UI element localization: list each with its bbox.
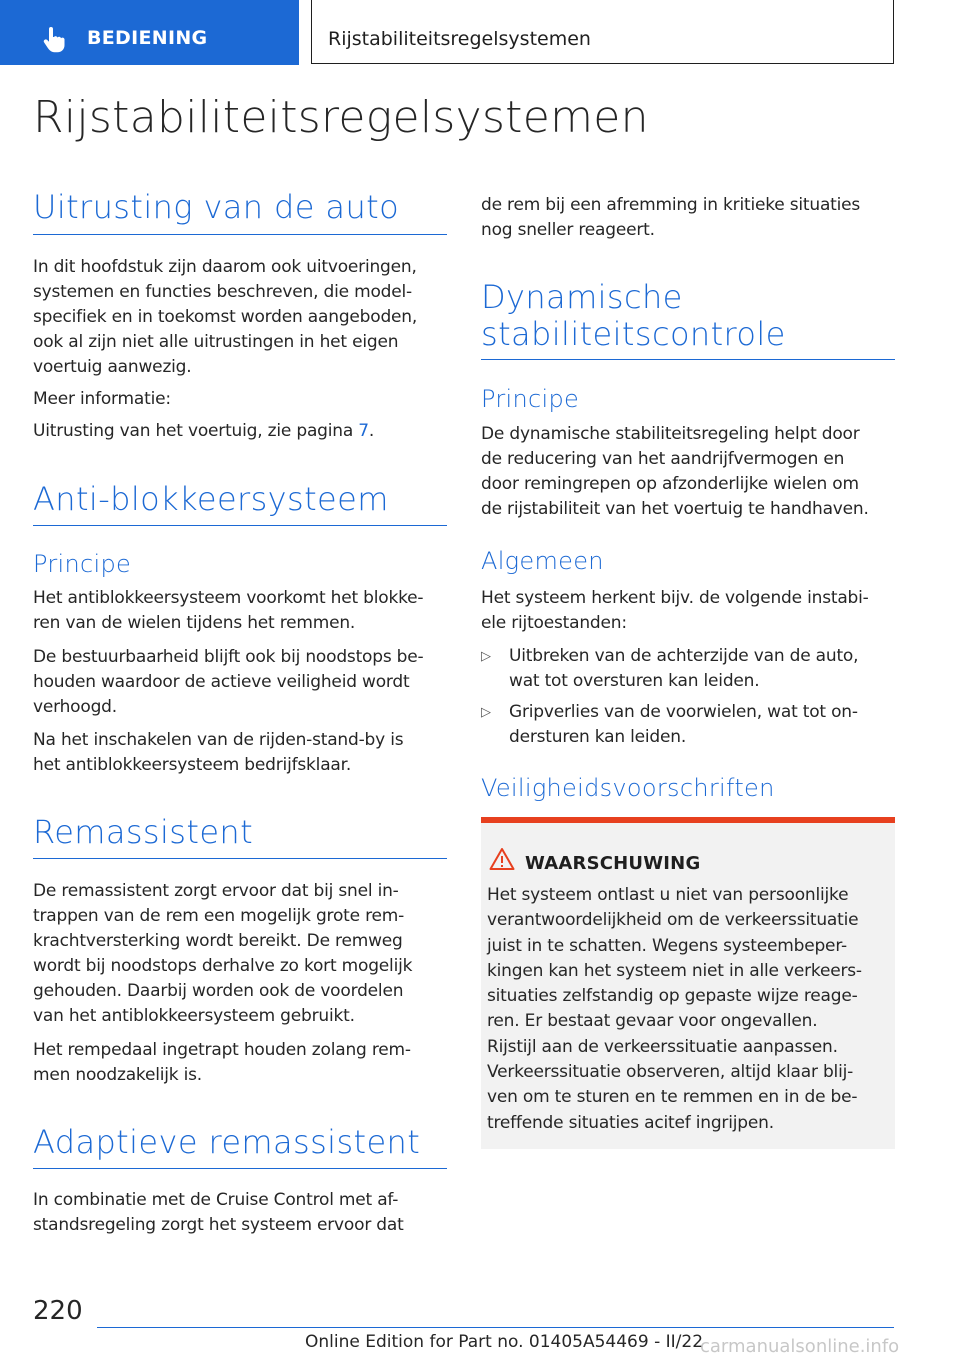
page-link[interactable]: 7 [358,421,369,441]
heading-line: stabiliteitscontrole [481,315,786,353]
list-item-text [509,644,889,694]
heading-line: Dynamische [481,278,683,316]
paragraph-abs-1 [33,586,453,636]
text-line: het antiblokkeersysteem bedrijfsklaar. [33,755,352,775]
text-line: Verkeerssituatie observeren, altijd klaar blij- [487,1062,854,1083]
subheading-algemeen: Algemeen [481,547,604,575]
list-item-text [509,700,889,750]
subheading-principe: Principe [481,385,580,413]
text-line: van het antiblokkeersysteem gebruikt. [33,1006,355,1026]
heading-dsc [481,279,786,353]
text-line: Na het inschakelen van de rijden-stand-by is [33,730,404,750]
text-line: Het antiblokkeersysteem voorkomt het blokke- [33,588,424,608]
text-line: Het systeem ontlast u niet van persoonlijke [487,885,849,905]
text-line: ven om te sturen en te remmen en in de be- [487,1087,858,1108]
breadcrumb-label: Rijstabiliteitsregelsystemen [328,28,591,50]
text-line: ook al zijn niet alle uitrustingen in het eigen [33,332,399,352]
text-line: De bestuurbaarheid blijft ook bij noodstops be- [33,647,424,667]
heading-rule [33,234,447,235]
text-line: voertuig aanwezig. [33,357,192,377]
text-line: men noodzakelijk is. [33,1065,203,1085]
text-line: krachtversterking wordt bereikt. De remweg [33,931,403,951]
watermark: carmanualsonline.info [700,1336,900,1357]
page-number: 220 [33,1296,83,1326]
reference-end: . [368,421,375,441]
breadcrumb [311,0,894,64]
paragraph-dsc-algemeen [481,586,901,636]
text-line: dersturen kan leiden. [509,727,687,747]
text-line: Het rempedaal ingetrapt houden zolang rem- [33,1040,411,1060]
text-line: de reducering van het aandrijfvermogen en [481,449,845,469]
text-line: specifiek en in toekomst worden aangeboden, [33,307,418,327]
paragraph-uitrusting [33,255,453,380]
heading-rule [33,1168,447,1169]
section-label: BEDIENING [87,27,208,49]
paragraph-continued [481,193,901,243]
text-line: Gripverlies van de voorwielen, wat tot on- [509,702,858,722]
triangle-bullet-icon: ▷ [481,649,491,664]
warning-box [481,817,895,1149]
hand-pointer-icon [40,26,68,54]
reference-text: Uitrusting van het voertuig, zie pagina [33,421,359,441]
heading-uitrusting: Uitrusting van de auto [33,188,400,226]
heading-rule [481,359,895,360]
triangle-bullet-icon: ▷ [481,705,491,720]
text-line: nog sneller reageert. [481,220,655,240]
text-line: Uitbreken van de achterzijde van de auto, [509,646,859,666]
paragraph-dsc-principe [481,422,901,522]
text-line: De remassistent zorgt ervoor dat bij snel in- [33,881,399,901]
text-line: Rijstijl aan de verkeerssituatie aanpassen. [487,1036,838,1057]
warning-title: WAARSCHUWING [525,853,701,874]
text-line: ren van de wielen tijdens het remmen. [33,613,356,633]
subheading-principe: Principe [33,550,132,578]
text-line: ele rijtoestanden: [481,613,627,633]
warning-text [487,883,883,1136]
text-line: treffende situaties acitef ingrijpen. [487,1112,774,1133]
text-line: verhoogd. [33,697,117,717]
text-line: houden waardoor de actieve veiligheid wordt [33,672,410,692]
paragraph-abs-2 [33,645,453,720]
meer-informatie: Meer informatie: [33,389,171,409]
section-tab[interactable] [0,0,299,65]
paragraph-abs-3 [33,728,453,778]
text-line: Het systeem herkent bijv. de volgende instabi- [481,588,869,608]
paragraph-remassistent-1 [33,879,453,1029]
text-line: de rem bij een afremming in kritieke situaties [481,195,861,215]
footer-rule [97,1327,894,1328]
page-title: Rijstabiliteitsregelsystemen [33,92,649,143]
text-line: wordt bij noodstops derhalve zo kort mogelijk [33,956,413,976]
heading-abs: Anti-blokkeersysteem [33,480,389,518]
subheading-veiligheid: Veiligheidsvoorschriften [481,774,775,802]
text-line: trappen van de rem een mogelijk grote rem- [33,906,405,926]
text-line: In dit hoofdstuk zijn daarom ook uitvoeringen, [33,257,417,277]
text-line: kingen kan het systeem niet in alle verkeers- [487,960,862,981]
text-line: ren. Er bestaat gevaar voor ongevallen. [487,1011,818,1032]
text-line: systemen en functies beschreven, die model- [33,282,412,302]
heading-adaptief: Adaptieve remassistent [33,1123,421,1161]
warning-triangle-icon [489,847,515,871]
heading-remassistent: Remassistent [33,813,254,851]
text-line: door remingrepen op afzonderlijke wielen om [481,474,859,494]
text-line: In combinatie met de Cruise Control met af- [33,1190,399,1210]
paragraph-remassistent-2 [33,1038,453,1088]
text-line: De dynamische stabiliteitsregeling helpt door [481,424,860,444]
text-line: juist in te schatten. Wegens systeembeper- [487,935,847,956]
text-line: de rijstabiliteit van het voertuig te handhaven. [481,499,869,519]
heading-rule [33,858,447,859]
paragraph-adaptief [33,1188,453,1238]
cross-reference [33,419,453,444]
edition-label: Online Edition for Part no. 01405A54469 - II/22 [305,1332,704,1352]
text-line: gehouden. Daarbij worden ook de voordelen [33,981,404,1001]
heading-rule [33,525,447,526]
text-line: wat tot oversturen kan leiden. [509,671,760,691]
text-line: standsregeling zorgt het systeem ervoor dat [33,1215,404,1235]
text-line: verantwoordelijkheid om de verkeerssituatie [487,910,859,931]
text-line: situaties zelfstandig op gepaste wijze reage- [487,986,858,1007]
